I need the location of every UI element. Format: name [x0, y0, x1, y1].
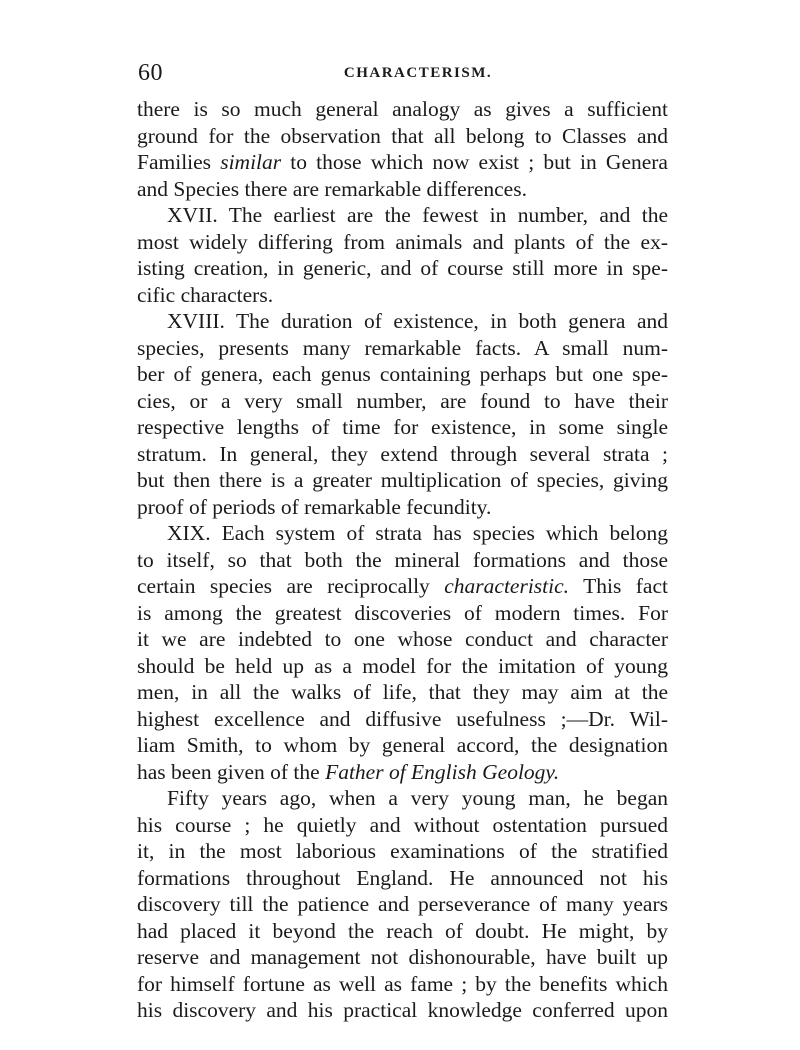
text-line: [137, 600, 668, 627]
italic-text: Father of English Geology.: [325, 759, 560, 784]
text-segment: ber of genera, each genus containing perhaps but one spe-: [137, 362, 668, 386]
text-segment: XIX. Each system of strata has species which belong: [167, 521, 668, 545]
text-line: [137, 494, 668, 521]
text-segment: for himself fortune as well as fame ; by the benefits which: [137, 971, 668, 996]
text-segment: Families: [137, 150, 221, 174]
text-segment: XVIII. The duration of existence, in both genera and: [167, 309, 668, 333]
text-segment: had placed it beyond the reach of doubt. He might, by: [137, 918, 668, 943]
text-segment: XVII. The earliest are the fewest in number, and the: [167, 203, 668, 227]
text-line: [137, 176, 668, 203]
text-segment: liam Smith, to whom by general accord, the designation: [137, 733, 668, 757]
text-line: [137, 414, 668, 441]
text-segment: is among the greatest discoveries of modern times. For: [137, 600, 668, 625]
text-segment: ground for the observation that all belong to Classes and: [137, 123, 668, 148]
text-segment: but then there is a greater multiplication of species, giving: [137, 468, 668, 492]
text-segment: species, presents many remarkable facts. A small num-: [137, 335, 668, 360]
text-line: [137, 971, 668, 998]
text-segment: proof of periods of remarkable fecundity.: [137, 494, 492, 519]
text-segment: isting creation, in generic, and of course still more in spe-: [137, 256, 668, 280]
text-segment: it, in the most laborious examinations of the stratified: [137, 839, 668, 863]
text-segment: has been given of the: [137, 759, 326, 784]
text-segment: cific characters.: [137, 282, 274, 307]
text-segment: there is so much general analogy as gives a sufficient: [137, 97, 668, 121]
text-line: [137, 547, 668, 574]
text-line: [137, 706, 668, 733]
text-line: [137, 679, 668, 706]
text-line: [137, 308, 668, 335]
text-line: [137, 202, 668, 229]
text-line: [137, 732, 668, 759]
page-header: [138, 56, 668, 90]
text-line: [137, 255, 668, 282]
text-line: [137, 229, 668, 256]
italic-text: characteristic.: [444, 574, 570, 598]
text-line: [137, 838, 668, 865]
text-segment: most widely differing from animals and plants of the ex-: [137, 229, 668, 254]
text-segment: should be held up as a model for the imitation of young: [137, 653, 668, 678]
text-line: [137, 361, 668, 388]
text-segment: his discovery and his practical knowledge conferred upon: [137, 998, 668, 1022]
text-segment: stratum. In general, they extend through several strata ;: [137, 441, 668, 466]
italic-text: similar: [220, 150, 282, 174]
text-line: [137, 467, 668, 494]
text-segment: certain species are reciprocally: [137, 574, 445, 598]
text-line: [137, 759, 668, 786]
text-line: [137, 123, 668, 150]
text-line: [137, 918, 668, 945]
text-segment: cies, or a very small number, are found to have their: [137, 388, 668, 413]
text-line: [137, 335, 668, 362]
text-line: [137, 282, 668, 309]
text-line: [137, 865, 668, 892]
text-segment: reserve and management not dishonourable, have built up: [137, 945, 668, 969]
text-segment: men, in all the walks of life, that they may aim at the: [137, 680, 668, 704]
body-text: [137, 96, 668, 1024]
page-number: 60: [138, 60, 163, 86]
text-line: [137, 96, 668, 123]
text-line: [137, 944, 668, 971]
text-line: [137, 520, 668, 547]
text-segment: formations throughout England. He announced not his: [137, 865, 668, 890]
text-segment: to those which now exist ; but in Genera: [281, 150, 668, 174]
running-head: CHARACTERISM.: [343, 65, 493, 81]
text-line: [137, 573, 668, 600]
text-segment: his course ; he quietly and without ostentation pursued: [137, 812, 668, 837]
text-segment: and Species there are remarkable differences.: [137, 176, 527, 201]
text-line: [137, 653, 668, 680]
text-line: [137, 441, 668, 468]
text-segment: it we are indebted to one whose conduct and character: [137, 627, 668, 651]
text-line: [137, 149, 668, 176]
text-segment: This fact: [569, 574, 668, 598]
text-line: [137, 891, 668, 918]
text-segment: respective lengths of time for existence, in some single: [137, 415, 668, 439]
text-segment: to itself, so that both the mineral formations and those: [137, 547, 668, 572]
text-line: [137, 626, 668, 653]
text-line: [137, 812, 668, 839]
text-line: [137, 997, 668, 1024]
text-line: [137, 388, 668, 415]
text-segment: discovery till the patience and perseverance of many years: [137, 892, 668, 916]
text-segment: highest excellence and diffusive usefulness ;—Dr. Wil-: [137, 706, 668, 731]
text-line: [137, 785, 668, 812]
text-segment: Fifty years ago, when a very young man, he began: [167, 786, 668, 810]
